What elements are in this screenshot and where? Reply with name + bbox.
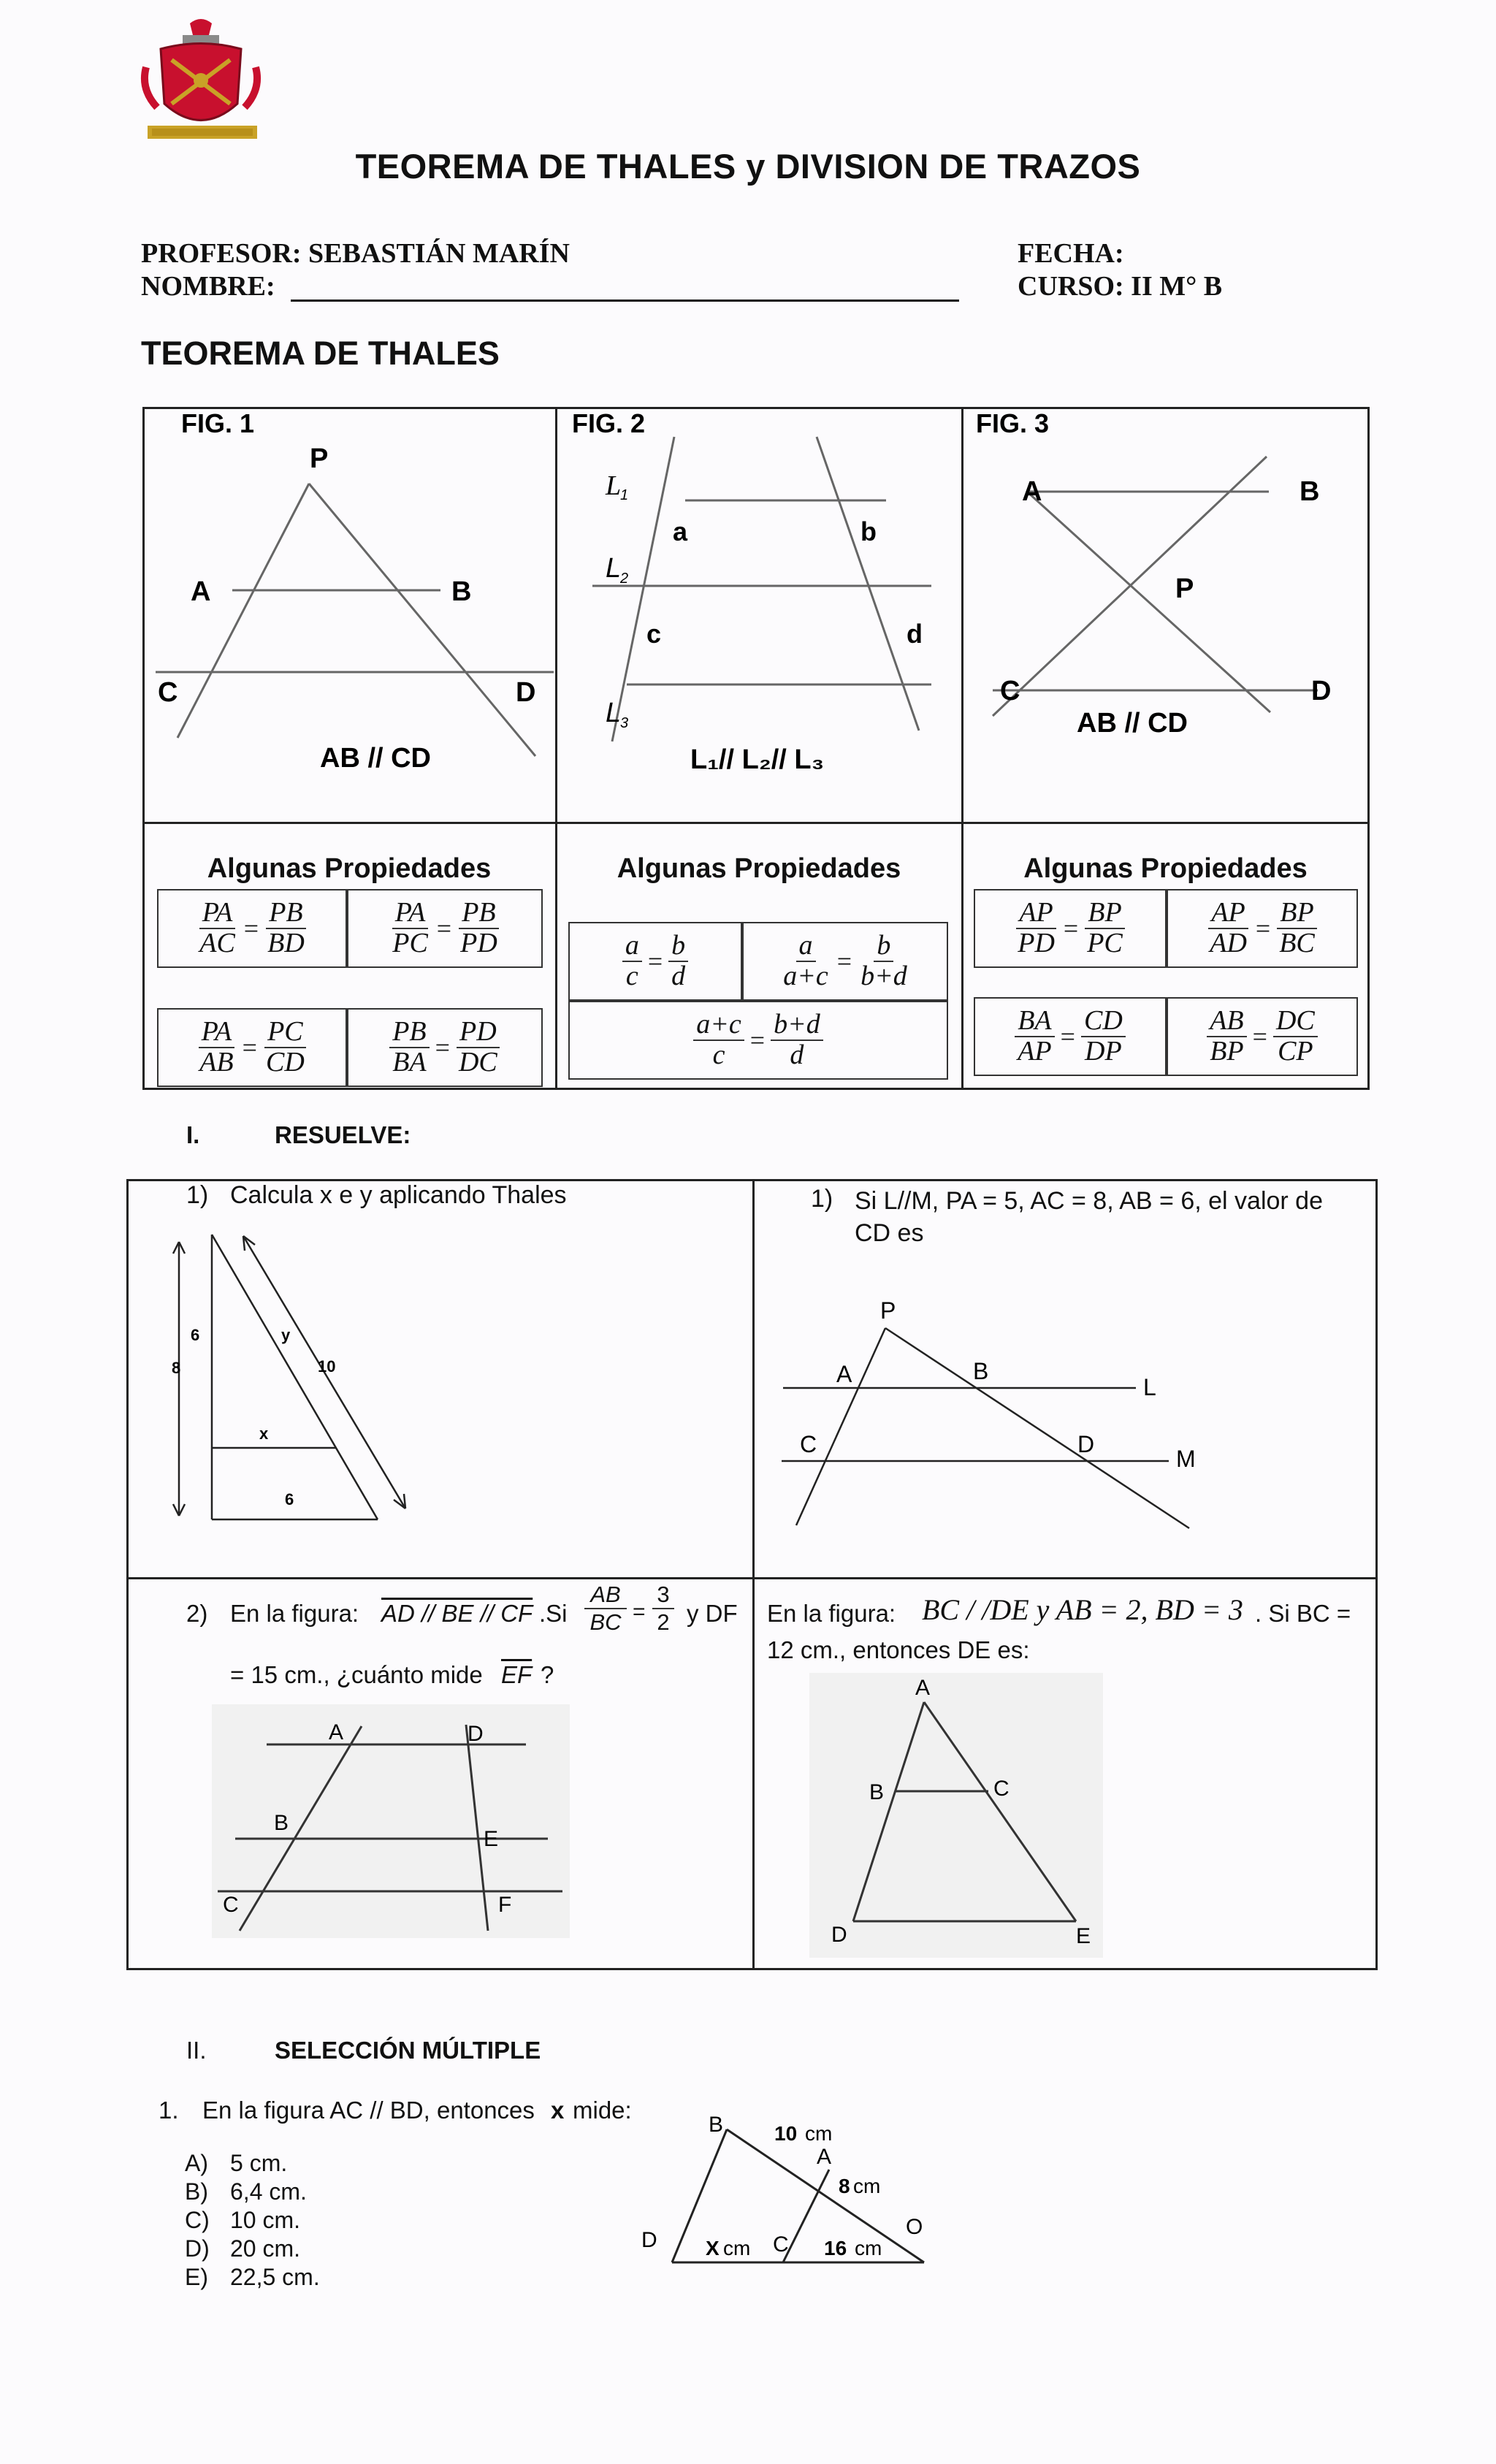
q1-label-6: 6	[191, 1326, 200, 1344]
q1-figure	[164, 1227, 427, 1527]
q3-line2: = 15 cm., ¿cuánto mide	[230, 1661, 483, 1688]
q3-point-B: B	[274, 1811, 289, 1835]
fig2-seg-a: a	[673, 516, 688, 546]
fig3-point-D: D	[1311, 676, 1332, 706]
fig2-seg-b: b	[860, 516, 877, 546]
option-c[interactable]: C) 10 cm.	[185, 2207, 301, 2233]
q3-number: 2)	[186, 1600, 208, 1627]
date-label: FECHA:	[1018, 238, 1124, 269]
q4-point-D: D	[831, 1923, 847, 1947]
mc1-text-pre: En la figura AC // BD, entonces	[202, 2097, 535, 2124]
q2-point-B: B	[973, 1358, 989, 1384]
option-a[interactable]: A) 5 cm.	[185, 2150, 288, 2176]
fig1-point-A: A	[191, 576, 211, 607]
option-e[interactable]: E) 22,5 cm.	[185, 2264, 320, 2290]
mc1-point-O: O	[906, 2215, 923, 2239]
fig3-point-P: P	[1175, 573, 1194, 604]
q4-figure	[809, 1673, 1103, 1958]
mc1-point-C: C	[773, 2232, 789, 2257]
q4-formula: BC / /DE y AB = 2, BD = 3	[922, 1593, 1243, 1626]
q3-point-A: A	[329, 1720, 344, 1744]
mc1-point-D: D	[641, 2228, 657, 2252]
mc1-point-A: A	[817, 2145, 832, 2169]
q3-si: .Si	[539, 1600, 568, 1627]
mc1-number: 1.	[159, 2097, 179, 2124]
fig3-prop-1: $\frac{AP}{PD}$ = $\frac{BP}{PC}$	[974, 889, 1167, 968]
mc1-len-10: 10	[774, 2122, 798, 2145]
q4-pre: En la figura:	[767, 1600, 896, 1627]
fig3-point-A: A	[1022, 476, 1042, 507]
mc1-point-B: B	[709, 2113, 724, 2137]
q3-ef: $\overline{EF}$	[501, 1661, 533, 1688]
option-d[interactable]: D) 20 cm.	[185, 2235, 301, 2262]
fig1-point-P: P	[310, 443, 329, 474]
teacher-name: PROFESOR: SEBASTIÁN MARÍN	[141, 238, 570, 269]
mc1-options	[185, 2149, 320, 2292]
q2-number: 1)	[811, 1185, 833, 1213]
mc1-len-x: X	[706, 2237, 720, 2259]
school-crest-logo	[139, 16, 267, 155]
section-title: TEOREMA DE THALES	[141, 335, 500, 372]
q3-mid: y DF	[687, 1600, 738, 1627]
q2-point-D: D	[1077, 1431, 1095, 1457]
q2-line-L: L	[1143, 1374, 1156, 1400]
q2-point-A: A	[836, 1361, 852, 1387]
mc1-unit-4: cm	[855, 2237, 882, 2259]
q3-eq: =	[633, 1600, 646, 1624]
q2-figure	[774, 1293, 1213, 1541]
fig2-L2-sub: 2	[620, 571, 629, 587]
q3-val-num: 3	[652, 1582, 674, 1609]
part1-title: RESUELVE:	[275, 1121, 411, 1148]
q1-label-8: 8	[172, 1359, 181, 1377]
student-name-line[interactable]	[291, 300, 959, 302]
mc1-unit-2: cm	[853, 2175, 881, 2197]
q2-line-M: M	[1176, 1446, 1196, 1472]
fig1-prop-4: $\frac{PB}{BA}$ = $\frac{PD}{DC}$	[347, 1008, 543, 1087]
fig3-prop-2: $\frac{AP}{AD}$ = $\frac{BP}{BC}$	[1167, 889, 1358, 968]
q3-point-E: E	[484, 1827, 499, 1851]
fig1-prop-2: $\frac{PA}{PC}$ = $\frac{PB}{PD}$	[347, 889, 543, 968]
fig1-point-D: D	[516, 677, 536, 708]
q3-point-F: F	[498, 1893, 512, 1917]
q4-post: . Si BC =	[1255, 1600, 1351, 1627]
q3-point-C: C	[223, 1893, 239, 1917]
q4-line2: 12 cm., entonces DE es:	[767, 1636, 1030, 1663]
mc1-len-16: 16	[824, 2237, 847, 2259]
part1-number: I.	[186, 1121, 200, 1148]
q3-point-D: D	[468, 1722, 484, 1746]
q3-frac-den: BC	[589, 1609, 622, 1635]
page-title: TEOREMA DE THALES y DIVISION DE TRAZOS	[355, 147, 1141, 186]
fig3-prop-4: $\frac{AB}{BP}$ = $\frac{DC}{CP}$	[1167, 997, 1358, 1076]
q4-point-A: A	[915, 1676, 931, 1700]
fig2-seg-c: c	[646, 619, 662, 649]
fig1-point-C: C	[158, 677, 178, 708]
q3-figure	[212, 1704, 570, 1938]
mc1-figure	[636, 2111, 957, 2286]
fig2-label: FIG. 2	[572, 409, 646, 438]
option-b[interactable]: B) 6,4 cm.	[185, 2178, 307, 2205]
fig1-caption: AB // CD	[320, 743, 431, 774]
q3-qmark: ?	[541, 1661, 554, 1688]
mc1-unit-1: cm	[805, 2122, 833, 2145]
figure-3	[963, 409, 1367, 820]
fig3-point-B: B	[1300, 476, 1320, 507]
q2-point-P: P	[880, 1297, 896, 1324]
fig2-L3-sub: 3	[620, 715, 629, 731]
fig2-L3: L	[606, 698, 622, 728]
mc1-unit-3: cm	[723, 2237, 751, 2259]
fig2-L1-sub: 1	[620, 487, 629, 503]
q4-point-B: B	[869, 1780, 885, 1804]
q2-point-C: C	[800, 1431, 817, 1457]
student-name-label: NOMBRE:	[141, 271, 275, 302]
q3-frac-num: AB	[584, 1582, 627, 1609]
fig2-prop-2: $\frac{a}{a+c}$ = $\frac{b}{b+d}$	[742, 922, 948, 1001]
q1-label-x: x	[259, 1424, 269, 1443]
fig3-point-C: C	[1000, 676, 1020, 706]
fig1-point-B: B	[451, 576, 472, 607]
mc1-text-x: x	[551, 2097, 565, 2124]
mc1-len-8: 8	[839, 2175, 850, 2197]
fig2-properties-title: Algunas Propiedades	[617, 853, 901, 884]
fig1-prop-3: $\frac{PA}{AB}$ = $\frac{PC}{CD}$	[157, 1008, 347, 1087]
q3-val-den: 2	[657, 1609, 670, 1635]
q1-label-10: 10	[318, 1357, 336, 1376]
fig1-label: FIG. 1	[181, 409, 255, 438]
part2-number: II.	[186, 2037, 207, 2064]
q2-text: Si L//M, PA = 5, AC = 8, AB = 6, el valor de CD es	[855, 1187, 1324, 1247]
fig3-properties-title: Algunas Propiedades	[1023, 853, 1308, 884]
fig2-caption: L₁// L₂// L₃	[690, 744, 825, 775]
fig1-properties-title: Algunas Propiedades	[207, 853, 492, 884]
figure-1	[145, 409, 554, 820]
q1-number: 1)	[186, 1181, 209, 1209]
fig3-prop-3: $\frac{BA}{AP}$ = $\frac{CD}{DP}$	[974, 997, 1167, 1076]
fig2-prop-1: $\frac{a}{c}$ = $\frac{b}{d}$	[568, 922, 742, 1001]
q1-label-base-6: 6	[285, 1490, 294, 1508]
fig3-caption: AB // CD	[1077, 708, 1188, 739]
mc1-text-post: mide:	[573, 2097, 632, 2124]
q3-pre: En la figura:	[230, 1600, 359, 1627]
course-label: CURSO: II M° B	[1018, 271, 1223, 302]
figure-2	[557, 409, 961, 820]
fig2-L1: L	[606, 470, 622, 501]
q4-point-E: E	[1076, 1924, 1091, 1948]
part2-title: SELECCIÓN MÚLTIPLE	[275, 2037, 541, 2064]
fig2-prop-3: $\frac{a+c}{c}$ = $\frac{b+d}{d}$	[568, 1001, 948, 1080]
fig3-label: FIG. 3	[976, 409, 1050, 438]
q4-point-C: C	[993, 1777, 1010, 1801]
q1-label-y: y	[281, 1326, 291, 1344]
q3-parallel: AD // BE // CF	[381, 1600, 533, 1627]
fig1-prop-1: $\frac{PA}{AC}$ = $\frac{PB}{BD}$	[157, 889, 347, 968]
fig2-seg-d: d	[907, 619, 923, 649]
q1-text: Calcula x e y aplicando Thales	[230, 1181, 567, 1209]
fig2-L2: L	[606, 553, 622, 584]
